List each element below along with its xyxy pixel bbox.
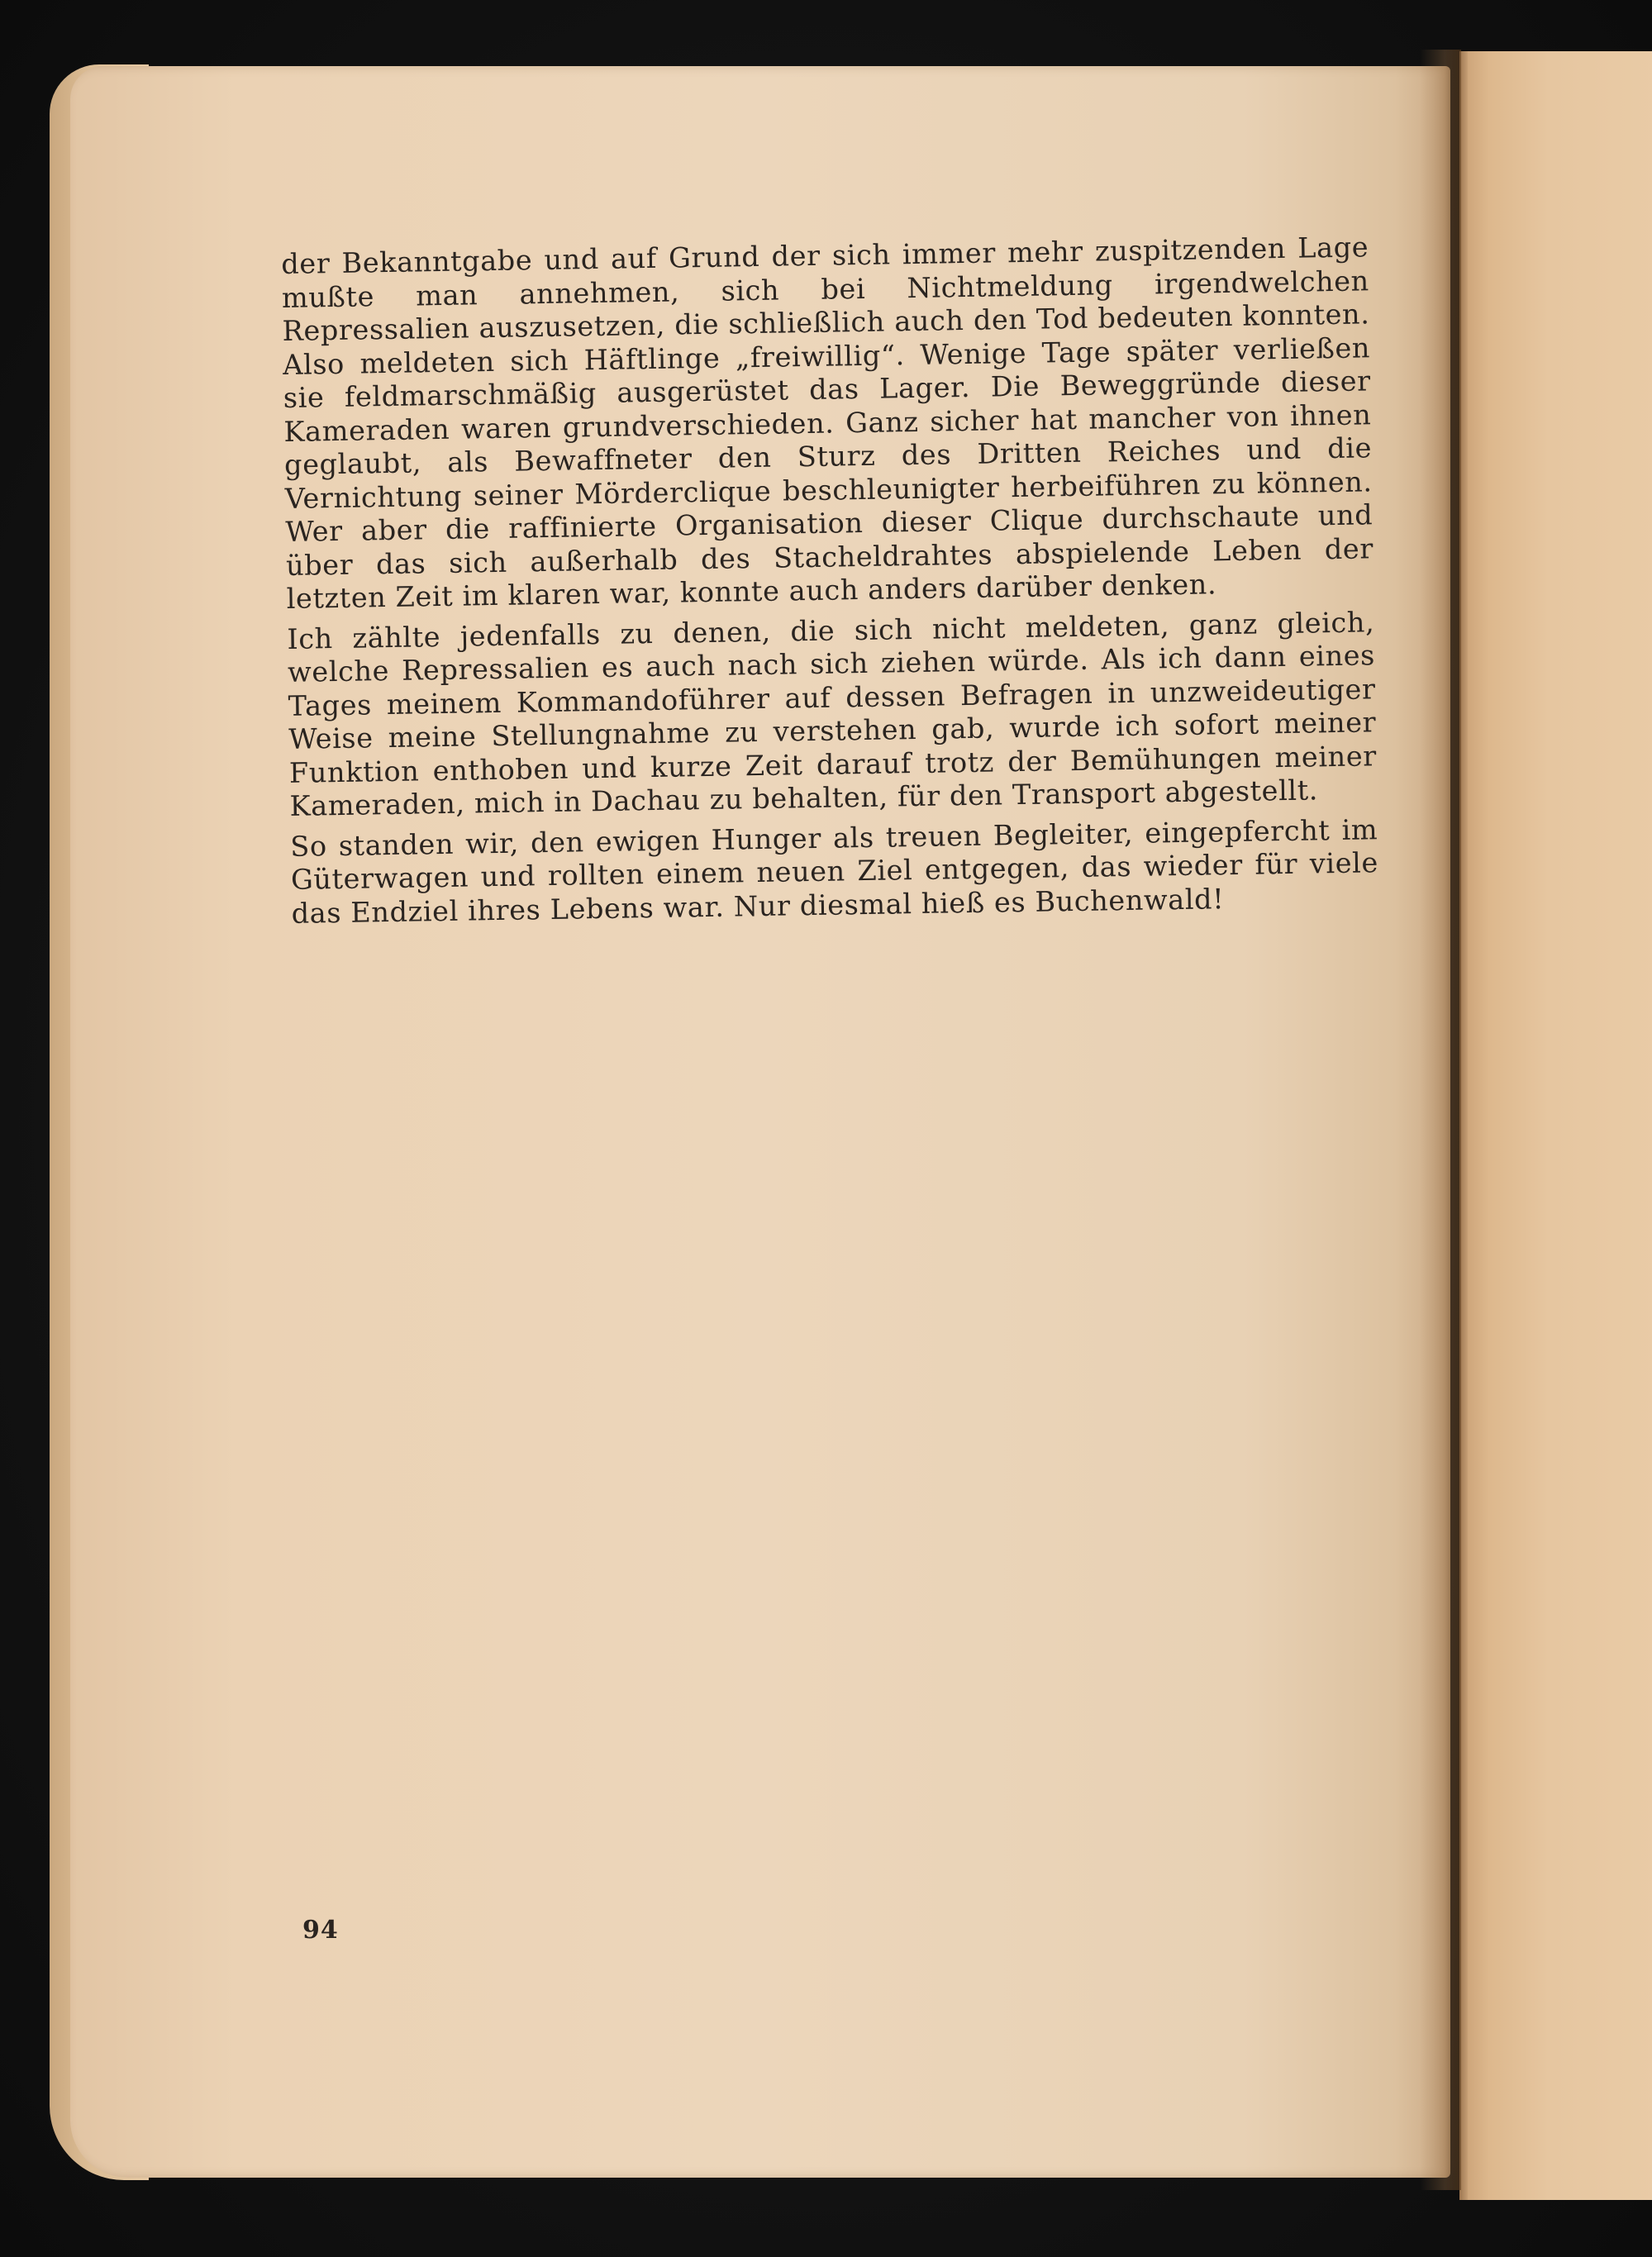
- book-gutter-shadow: [1420, 50, 1461, 2190]
- right-book-page: [1459, 51, 1652, 2200]
- body-text: [281, 231, 1379, 931]
- page-number: 94: [302, 1916, 339, 1945]
- paragraph-2: Ich zählte jedenfalls zu denen, die sich nicht meldeten, ganz gleich, welche Repressalien es auch nach sich ziehen würde. Als ich dann eines Tages meinem Kommandoführer auf dessen Befragen in unzweideutiger Weise meine Stellungnahme zu verstehen gab, wurde ich sofort meiner Funktion enthoben und kurze Zeit darauf trotz der Bemühungen meiner Kameraden, mich in Dachau zu behalten, für den Transport abgestellt.: [287, 605, 1378, 822]
- paragraph-1: der Bekanntgabe und auf Grund der sich immer mehr zuspitzenden Lage mußte man annehmen, sich bei Nichtmeldung irgendwelchen Repressalien auszusetzen, die schließlich auch den Tod bedeuten konnten. Also meldeten sich Häftlinge „freiwillig“. Wenige Tage später verließen sie feldmarschmäßig ausgerüstet das Lager. Die Beweggründe dieser Kameraden waren grundverschieden. Ganz sicher hat mancher von ihnen geglaubt, als Bewaffneter den Sturz des Dritten Reiches und die Vernichtung seiner Mörderclique beschleunigter herbeiführen zu können. Wer aber die raffinierte Organisation dieser Clique durchschaute und über das sich außerhalb des Stacheldrahtes abspielende Leben der letzten Zeit im klaren war, konnte auch anders darüber denken.: [281, 231, 1374, 615]
- paragraph-3: So standen wir, den ewigen Hunger als treuen Begleiter, eingepfercht im Güterwagen und rollten einem neuen Ziel entgegen, das wieder für viele das Endziel ihres Lebens war. Nur diesmal hieß es Buchenwald!: [290, 812, 1379, 930]
